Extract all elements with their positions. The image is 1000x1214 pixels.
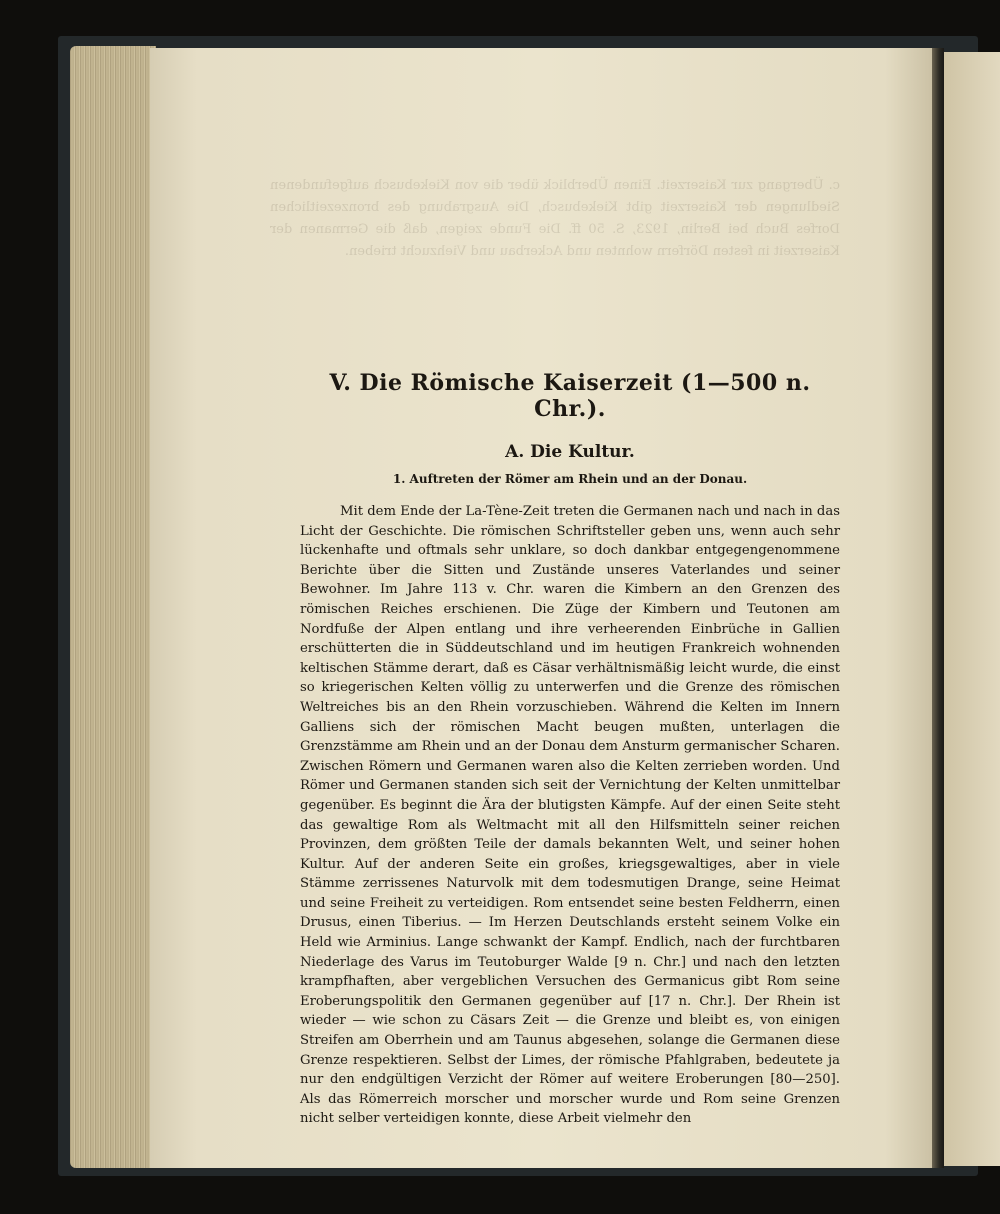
text-block: [300, 370, 840, 1129]
body-paragraph: Mit dem Ende der La-Tène-Zeit treten die Germanen nach und nach in das Licht der Geschichte. Die römischen Schriftsteller geben uns, wenn auch sehr lückenhafte und oftmals sehr unklare, so doch dankbar entgegengenommene Berichte über die Sitten und Zustände unseres Vaterlandes und seiner Bewohner. Im Jahre 113 v. Chr. waren die Kimbern an den Grenzen des römischen Reiches erschienen. Die Züge der Kimbern und Teutonen am Nordfuße der Alpen entlang und ihre verheerenden Einbrüche in Gallien erschütterten die in Süddeutschland und im heutigen Frankreich wohnenden keltischen Stämme derart, daß es Cäsar verhältnismäßig leicht wurde, die einst so kriegerischen Kelten völlig zu unterwerfen und die Grenze des römischen Weltreiches bis an den Rhein vorzuschieben. Während die Kelten im Innern Galliens sich der römischen Macht beugen mußten, unterlagen die Grenzstämme am Rhein und an der Donau dem Ansturm germanischer Scharen. Zwischen Römern und Germanen waren also die Kelten zerrieben worden. Und Römer und Germanen standen sich seit der Vernichtung der Kelten unmittelbar gegenüber. Es beginnt die Ära der blutigsten Kämpfe. Auf der einen Seite steht das gewaltige Rom als Weltmacht mit all den Hilfsmitteln seiner reichen Provinzen, dem größten Teile der damals bekannten Welt, und seiner hohen Kultur. Auf der anderen Seite ein großes, kriegsgewaltiges, aber in viele Stämme zerrissenes Naturvolk mit dem todesmutigen Drange, seine Heimat und seine Freiheit zu verteidigen. Rom entsendet seine besten Feldherrn, einen Drusus, einen Tiberius. — Im Herzen Deutschlands ersteht seinem Volke ein Held wie Arminius. Lange schwankt der Kampf. Endlich, nach der furchtbaren Niederlage des Varus im Teutoburger Walde [9 n. Chr.] und nach den letzten krampfhaften, aber vergeblichen Versuchen des Germanicus gibt Rom seine Eroberungspolitik den Germanen gegenüber auf [17 n. Chr.]. Der Rhein ist wieder — wie schon zu Cäsars Zeit — die Grenze und bleibt es, von einigen Streifen am Oberrhein und am Taunus abgesehen, solange die Germanen diese Grenze respektieren. Selbst der Limes, der römische Pfahlgraben, bedeutete ja nur den endgültigen Verzicht der Römer auf weitere Eroberungen [80—250]. Als das Römerreich morscher und morscher wurde und Rom seine Grenzen nicht selber verteidigen konnte, diese Arbeit vielmehr den: [300, 504, 840, 1127]
chapter-title: V. Die Römische Kaiserzeit (1—500 n. Chr.).: [329, 370, 811, 422]
next-page-edge: [944, 52, 1000, 1166]
subsection-title: 1. Auftreten der Römer am Rhein und an der Donau.: [392, 472, 748, 486]
bleed-through-text: c. Übergang zur Kaiserzeit. Einen Überblick über die von Kiekebusch aufgefundenen Siedlungen der Kaiserzeit gibt Kiekebusch, Die Ausgrabung des bronzezeitlichen Dorfes Buch bei Berlin, 1923, S. 50 ff. Die Funde zeigen, daß die Germanen der Kaiserzeit in festen Dörfern wohnten und Ackerbau und Viehzucht trieben.: [270, 178, 840, 259]
book-gutter: [932, 48, 944, 1168]
page-edges: [70, 46, 156, 1168]
section-title: A. Die Kultur.: [505, 442, 635, 462]
